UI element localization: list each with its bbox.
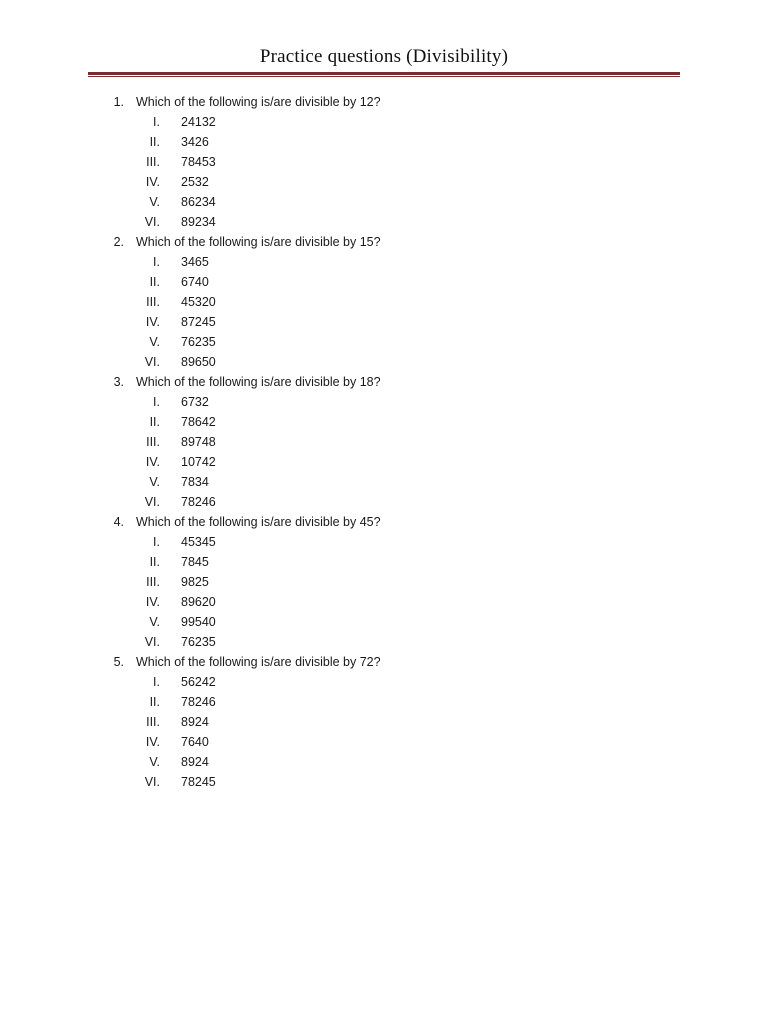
option-value: 78246 [181,495,216,509]
option-label: V. [149,755,160,769]
option-label: I. [153,255,160,269]
option-value: 3426 [181,135,209,149]
option-item [0,672,768,692]
question-number: 4. [113,515,124,529]
option-label: I. [153,115,160,129]
option-item [0,252,768,272]
option-item [0,112,768,132]
option-value: 87245 [181,315,216,329]
option-label: V. [149,335,160,349]
option-value: 76235 [181,635,216,649]
option-label: I. [153,535,160,549]
option-value: 76235 [181,335,216,349]
page-title: Practice questions (Divisibility) [259,46,509,67]
question-text: Which of the following is/are divisible by 12? [136,95,381,109]
option-item [0,292,768,312]
option-label: VI. [144,775,160,789]
title-underline-thin [88,76,680,77]
option-item [0,712,768,732]
option-value: 9825 [181,575,209,589]
option-value: 2532 [181,175,209,189]
option-item [0,412,768,432]
option-label: V. [149,615,160,629]
option-item [0,212,768,232]
option-item [0,272,768,292]
option-item [0,352,768,372]
question-line [0,232,768,252]
option-value: 89748 [181,435,216,449]
option-value: 56242 [181,675,216,689]
option-value: 78453 [181,155,216,169]
option-value: 45320 [181,295,216,309]
option-item [0,592,768,612]
option-label: I. [153,675,160,689]
option-label: III. [146,295,160,309]
option-value: 10742 [181,455,216,469]
option-value: 8924 [181,715,209,729]
option-value: 89234 [181,215,216,229]
option-item [0,332,768,352]
option-label: IV. [145,595,160,609]
option-label: IV. [145,315,160,329]
question-text: Which of the following is/are divisible by 72? [136,655,381,669]
question-number: 5. [113,655,124,669]
option-item [0,552,768,572]
option-label: III. [146,715,160,729]
option-label: II. [149,275,160,289]
option-label: VI. [144,215,160,229]
option-item [0,772,768,792]
option-value: 89620 [181,595,216,609]
option-value: 7834 [181,475,209,489]
question-text: Which of the following is/are divisible by 45? [136,515,381,529]
option-label: IV. [145,455,160,469]
title-underline-thick [88,72,680,75]
option-value: 99540 [181,615,216,629]
option-item [0,692,768,712]
option-label: VI. [144,635,160,649]
option-value: 78246 [181,695,216,709]
option-item [0,532,768,552]
option-label: VI. [144,495,160,509]
option-item [0,632,768,652]
option-label: II. [149,695,160,709]
option-label: II. [149,415,160,429]
option-value: 86234 [181,195,216,209]
option-item [0,612,768,632]
question-5 [0,652,768,792]
option-value: 6732 [181,395,209,409]
question-2 [0,232,768,372]
question-number: 2. [113,235,124,249]
option-value: 78642 [181,415,216,429]
question-line [0,92,768,112]
option-label: II. [149,135,160,149]
question-number: 1. [113,95,124,109]
option-item [0,572,768,592]
option-value: 78245 [181,775,216,789]
option-label: I. [153,395,160,409]
option-value: 7845 [181,555,209,569]
option-item [0,132,768,152]
option-item [0,172,768,192]
option-value: 6740 [181,275,209,289]
question-3 [0,372,768,512]
option-item [0,392,768,412]
option-item [0,432,768,452]
option-value: 8924 [181,755,209,769]
option-label: V. [149,475,160,489]
question-list [0,92,768,792]
option-value: 7640 [181,735,209,749]
option-label: VI. [144,355,160,369]
question-text: Which of the following is/are divisible by 15? [136,235,381,249]
option-item [0,452,768,472]
option-label: III. [146,575,160,589]
option-label: III. [146,155,160,169]
question-line [0,372,768,392]
option-value: 45345 [181,535,216,549]
question-4 [0,512,768,652]
option-label: II. [149,555,160,569]
question-line [0,652,768,672]
option-value: 24132 [181,115,216,129]
option-item [0,472,768,492]
option-item [0,752,768,772]
option-value: 3465 [181,255,209,269]
option-item [0,732,768,752]
option-label: III. [146,435,160,449]
option-value: 89650 [181,355,216,369]
question-text: Which of the following is/are divisible by 18? [136,375,381,389]
question-1 [0,92,768,232]
option-item [0,152,768,172]
option-item [0,312,768,332]
option-label: IV. [145,175,160,189]
option-label: IV. [145,735,160,749]
option-item [0,492,768,512]
option-label: V. [149,195,160,209]
option-item [0,192,768,212]
question-line [0,512,768,532]
question-number: 3. [113,375,124,389]
